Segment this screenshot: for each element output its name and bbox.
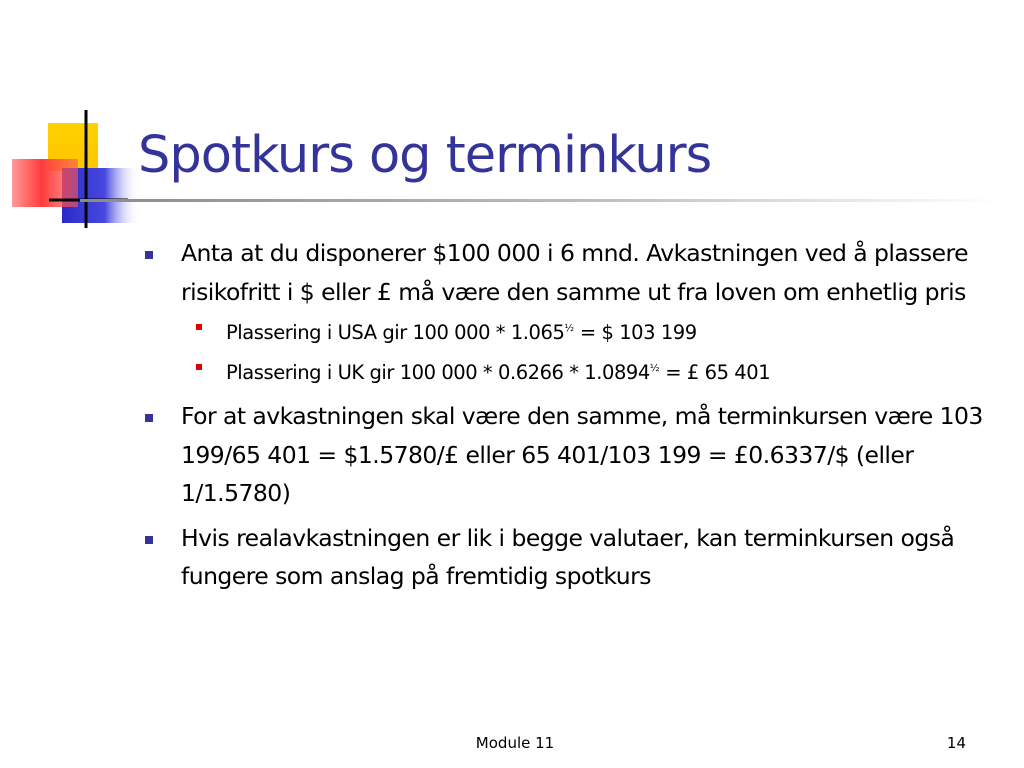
bullet-text: Hvis realavkastningen er lik i begge valutaer, kan terminkursen også fungere som anslag på fremtidig spotkurs — [181, 523, 955, 590]
bullet-item — [143, 397, 1003, 513]
sub-bullet-marker — [196, 364, 202, 370]
slide-number: 14 — [946, 734, 966, 752]
sub-bullet-text-before: Plassering i UK gir 100 000 * 0.6266 * 1.0894 — [226, 361, 650, 384]
title-underline — [80, 199, 1000, 202]
slide-title: Spotkurs og terminkurs — [138, 126, 712, 185]
sub-bullet-text-before: Plassering i USA gir 100 000 * 1.065 — [226, 321, 565, 344]
sub-bullet-list — [143, 311, 1003, 391]
sub-bullet-item — [143, 311, 1003, 351]
bullet-text: For at avkastningen skal være den samme, må terminkursen være 103 199/65 401 = $1.5780/£ eller 65 401/103 199 = £0.6337/$ (eller 1/1.5780) — [181, 402, 983, 507]
bullet-item — [143, 519, 1003, 596]
footer-module-label: Module 11 — [475, 734, 555, 752]
decorative-squares-logo — [0, 0, 150, 240]
sub-bullet-text — [188, 361, 770, 384]
exponent-half: ½ — [564, 323, 575, 334]
bullet-text: Anta at du disponerer $100 000 i 6 mnd. Avkastningen ved å plassere risikofritt i $ eller £ må være den samme ut fra loven om enhetlig pris — [181, 239, 969, 306]
sub-bullet-text — [188, 321, 697, 344]
bullet-item — [143, 234, 1003, 311]
exponent-half: ½ — [649, 363, 660, 374]
slide-body — [143, 234, 1003, 596]
sub-bullet-text-after: = £ 65 401 — [659, 361, 771, 384]
bullet-marker — [145, 251, 153, 259]
sub-bullet-text-after: = $ 103 199 — [574, 321, 697, 344]
bullet-marker — [145, 414, 153, 422]
sub-bullet-marker — [196, 324, 202, 330]
sub-bullet-item — [143, 351, 1003, 391]
bullet-marker — [145, 536, 153, 544]
